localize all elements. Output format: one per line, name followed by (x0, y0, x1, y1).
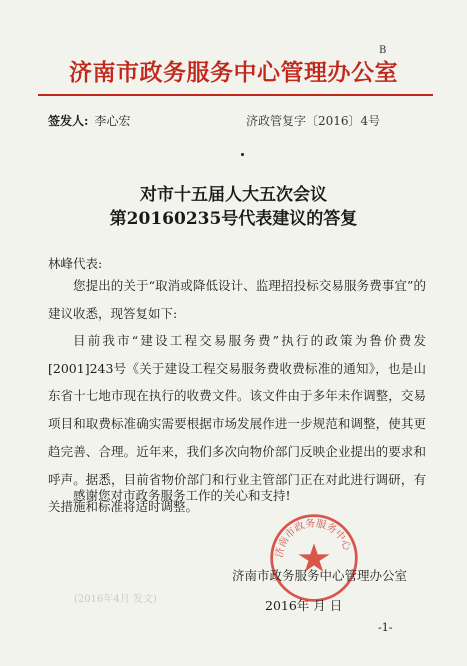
masthead-title: 济南市政务服务中心管理办公室 (69, 59, 398, 86)
masthead-divider (38, 94, 433, 96)
signer-name: 李心宏 (94, 114, 131, 128)
bleed-through-text: (2016年4月 发文) (74, 594, 157, 605)
body-paragraph-3 (48, 482, 426, 510)
document-number: 济政管复字〔2016〕4号 (246, 114, 381, 128)
paragraph-text: 感谢您对市政务服务工作的关心和支持! (73, 488, 291, 503)
signature-date: 2016年 月 日 (265, 598, 343, 613)
corner-mark: B (379, 45, 387, 56)
paragraph-text: 目前我市“建设工程交易服务费”执行的政策为鲁价费发[2001]243号《关于建设工程交易服务费收费标准的通知》，也是山东省十七地市现在执行的收费文件。该文件由于多年未作调整，交易项目和取费标准确实需要根据市场发展作进一步规范和调整，使其更趋完善、合理。近年来，我们多次向物价部门反映企业提出的要求和呼声。据悉，目前省物价部门和行业主管部门正在对此进行调研，有关措施和标准将适时调整。 (48, 333, 426, 515)
signer-line (48, 112, 130, 129)
official-seal-icon (268, 512, 360, 604)
page-number: -1- (378, 621, 393, 634)
document-title-line2: 第20160235号代表建议的答复 (109, 209, 358, 229)
salutation: 林峰代表: (48, 256, 103, 271)
paragraph-text: 您提出的关于“取消或降低设计、监理招投标交易服务费事宜”的建议收悉，现答复如下: (48, 278, 426, 321)
signature-org: 济南市政务服务中心管理办公室 (232, 568, 408, 583)
separator-dot (241, 153, 244, 156)
signer-label: 签发人: (48, 114, 89, 128)
body-paragraph-1 (48, 272, 426, 327)
document-title-line1: 对市十五届人大五次会议 (140, 185, 327, 205)
svg-text:济南市政务服务中心: 济南市政务服务中心 (274, 518, 353, 559)
